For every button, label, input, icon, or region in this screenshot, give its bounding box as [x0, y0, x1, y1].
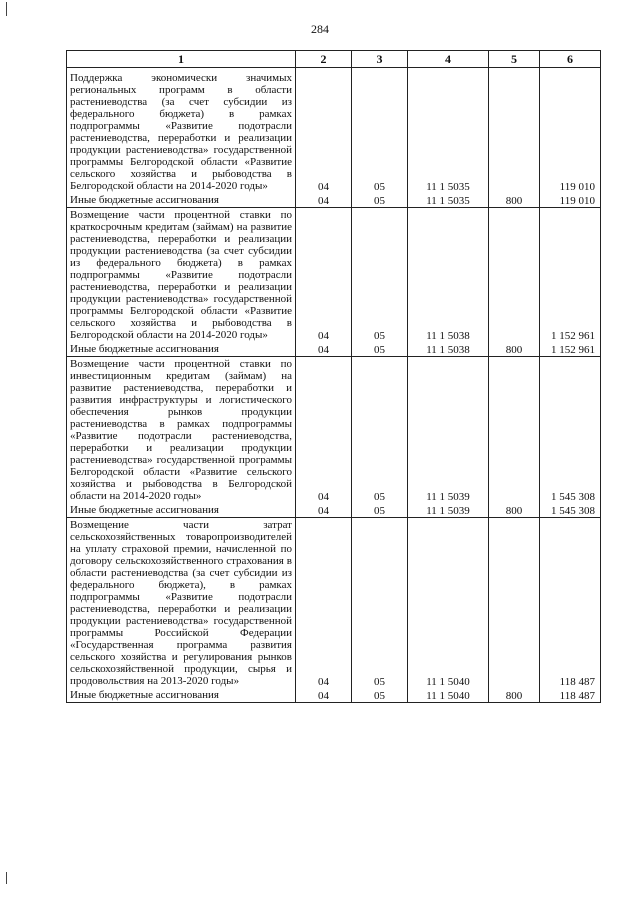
column-header: 3 — [352, 51, 408, 68]
cell-section: 04 — [296, 208, 352, 343]
table-row — [67, 193, 601, 208]
cell-subsection: 05 — [352, 193, 408, 208]
cell-expense-type: 800 — [489, 193, 540, 208]
column-header: 4 — [408, 51, 489, 68]
margin-mark-top — [6, 2, 7, 16]
cell-amount: 118 487 — [540, 518, 601, 689]
cell-subsection: 05 — [352, 518, 408, 689]
cell-target-article: 11 1 5040 — [408, 688, 489, 703]
cell-target-article: 11 1 5038 — [408, 208, 489, 343]
table-row — [67, 503, 601, 518]
margin-mark-bottom — [6, 872, 7, 884]
cell-subsection: 05 — [352, 71, 408, 193]
column-header: 5 — [489, 51, 540, 68]
cell-expense-type — [489, 208, 540, 343]
cell-expense-type: 800 — [489, 503, 540, 518]
row-name: Возмещение части процентной ставки по краткосрочным кредитам (займам) на развитие растениеводства, переработки и реализации продукции растениеводства (за счет субсидии из федерального бюджета) в рамках подпрограммы «Развитие подотрасли растениеводства, переработки и реализации продукции растениеводства» государственной программы Белгородской области «Развитие сельского хозяйства и рыбоводства в Белгородской области на 2014-2020 годы» — [67, 208, 296, 343]
cell-target-article: 11 1 5039 — [408, 503, 489, 518]
cell-subsection: 05 — [352, 342, 408, 357]
cell-subsection: 05 — [352, 688, 408, 703]
cell-section: 04 — [296, 518, 352, 689]
page-number: 284 — [311, 22, 329, 36]
column-header: 2 — [296, 51, 352, 68]
table-row — [67, 688, 601, 703]
row-name: Иные бюджетные ассигнования — [67, 193, 296, 208]
cell-subsection: 05 — [352, 208, 408, 343]
cell-target-article: 11 1 5040 — [408, 518, 489, 689]
cell-section: 04 — [296, 503, 352, 518]
cell-amount: 1 152 961 — [540, 208, 601, 343]
row-name: Возмещение части процентной ставки по инвестиционным кредитам (займам) на развитие растениеводства, переработки и развития инфраструктуры и логистического обеспечения рынков продукции растениеводства в рамках подпрограммы «Развитие подотрасли растениеводства, переработки и реализации продукции растениеводства» государственной программы Белгородской области «Развитие сельского хозяйства и рыбоводства в Белгородской области на 2014-2020 годы» — [67, 357, 296, 504]
table-row — [67, 518, 601, 689]
cell-amount: 118 487 — [540, 688, 601, 703]
table-row — [67, 208, 601, 343]
cell-expense-type: 800 — [489, 342, 540, 357]
cell-section: 04 — [296, 71, 352, 193]
cell-section: 04 — [296, 193, 352, 208]
row-name: Возмещение части затрат сельскохозяйственных товаропроизводителей на уплату страховой премии, начисленной по договору сельскохозяйственного страхования в области растениеводства (за счет субсидии из федерального бюджета), в рамках подпрограммы «Развитие подотрасли растениеводства, переработки и реализации продукции растениеводства» государственной программы Российской Федерации «Государственная программа развития сельского хозяйства и регулирования рынков сельскохозяйственной продукции, сырья и продовольствия на 2013-2020 годы» — [67, 518, 296, 689]
cell-target-article: 11 1 5035 — [408, 193, 489, 208]
row-name: Поддержка экономически значимых региональных программ в области растениеводства (за счет субсидии из федерального бюджета) в рамках подпрограммы «Развитие подотрасли растениеводства, переработки и реализации продукции растениеводства» государственной программы Белгородской области «Развитие сельского хозяйства и рыбоводства в Белгородской области на 2014-2020 годы» — [67, 71, 296, 193]
cell-target-article: 11 1 5039 — [408, 357, 489, 504]
cell-target-article: 11 1 5035 — [408, 71, 489, 193]
row-name: Иные бюджетные ассигнования — [67, 342, 296, 357]
cell-section: 04 — [296, 688, 352, 703]
cell-target-article: 11 1 5038 — [408, 342, 489, 357]
cell-amount: 1 545 308 — [540, 357, 601, 504]
budget-table — [66, 50, 601, 703]
row-name: Иные бюджетные ассигнования — [67, 688, 296, 703]
cell-section: 04 — [296, 357, 352, 504]
column-header: 6 — [540, 51, 601, 68]
cell-amount: 1 152 961 — [540, 342, 601, 357]
table-row — [67, 357, 601, 504]
cell-amount: 119 010 — [540, 71, 601, 193]
table-row — [67, 71, 601, 193]
cell-subsection: 05 — [352, 503, 408, 518]
header-row — [67, 51, 601, 68]
table-row — [67, 342, 601, 357]
cell-amount: 1 545 308 — [540, 503, 601, 518]
cell-subsection: 05 — [352, 357, 408, 504]
row-name: Иные бюджетные ассигнования — [67, 503, 296, 518]
cell-amount: 119 010 — [540, 193, 601, 208]
cell-expense-type — [489, 357, 540, 504]
cell-expense-type — [489, 518, 540, 689]
cell-section: 04 — [296, 342, 352, 357]
cell-expense-type: 800 — [489, 688, 540, 703]
cell-expense-type — [489, 71, 540, 193]
column-header: 1 — [67, 51, 296, 68]
